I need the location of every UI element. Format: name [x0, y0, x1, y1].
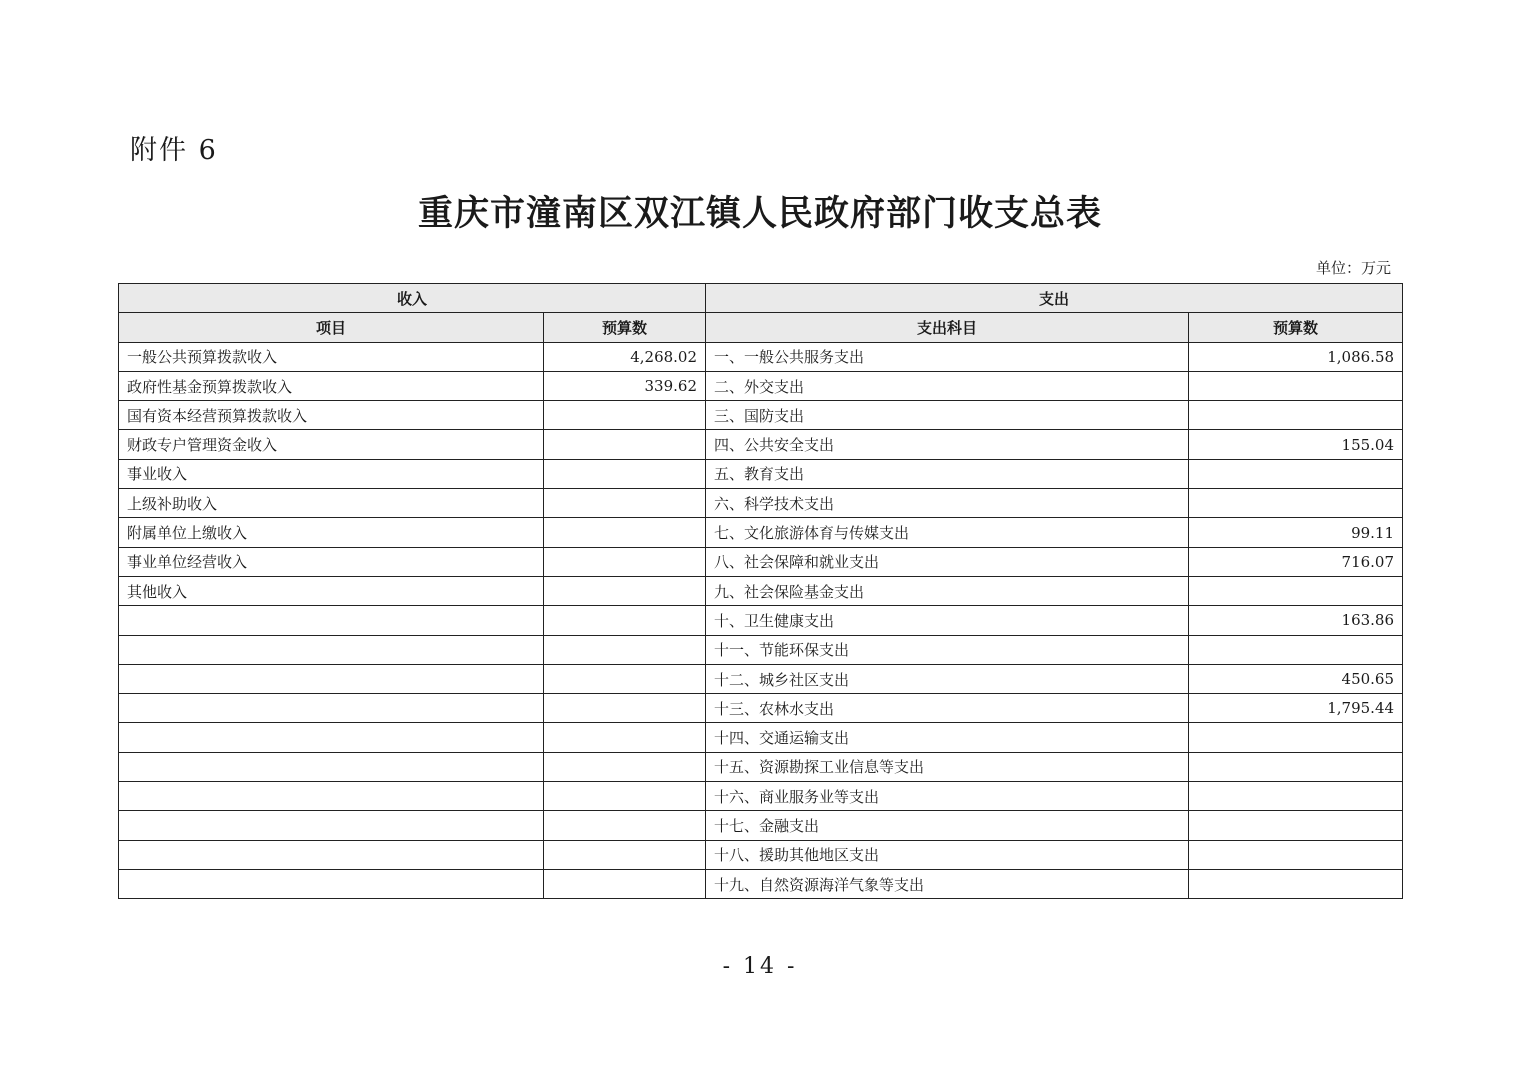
expense-amount-cell	[1189, 401, 1403, 430]
budget-rows	[119, 342, 1403, 899]
table-row	[119, 371, 1403, 400]
income-amount-cell	[544, 547, 706, 576]
table-row	[119, 401, 1403, 430]
expense-item-cell: 六、科学技术支出	[706, 489, 1189, 518]
expense-amount-cell	[1189, 782, 1403, 811]
expense-item-cell: 九、社会保险基金支出	[706, 576, 1189, 605]
expense-amount-cell: 1,795.44	[1189, 694, 1403, 723]
income-item-cell	[119, 752, 544, 781]
table-row	[119, 664, 1403, 693]
table-row	[119, 459, 1403, 488]
table-row	[119, 811, 1403, 840]
page-number: - 14 -	[722, 954, 798, 979]
income-item-cell	[119, 811, 544, 840]
income-item-header: 项目	[119, 313, 544, 342]
income-amount-cell	[544, 518, 706, 547]
income-amount-cell	[544, 869, 706, 898]
income-amount-cell	[544, 606, 706, 635]
expense-item-cell: 十九、自然资源海洋气象等支出	[706, 869, 1189, 898]
expense-amount-cell: 1,086.58	[1189, 342, 1403, 371]
income-item-cell: 事业收入	[119, 459, 544, 488]
income-amount-cell	[544, 840, 706, 869]
expense-amount-cell	[1189, 635, 1403, 664]
table-row	[119, 782, 1403, 811]
table-row	[119, 547, 1403, 576]
budget-summary-table	[118, 283, 1403, 899]
table-row	[119, 576, 1403, 605]
expense-amount-cell	[1189, 459, 1403, 488]
table-row	[119, 723, 1403, 752]
income-amount-cell	[544, 489, 706, 518]
expense-amount-header: 预算数	[1189, 313, 1403, 342]
income-item-cell	[119, 723, 544, 752]
income-item-cell: 政府性基金预算拨款收入	[119, 371, 544, 400]
expense-amount-cell: 716.07	[1189, 547, 1403, 576]
expense-item-cell: 十六、商业服务业等支出	[706, 782, 1189, 811]
income-group-header: 收入	[119, 284, 706, 313]
income-amount-cell	[544, 752, 706, 781]
income-amount-header: 预算数	[544, 313, 706, 342]
expense-item-cell: 八、社会保障和就业支出	[706, 547, 1189, 576]
expense-item-cell: 三、国防支出	[706, 401, 1189, 430]
income-amount-cell	[544, 811, 706, 840]
income-amount-cell: 4,268.02	[544, 342, 706, 371]
expense-group-header: 支出	[706, 284, 1403, 313]
expense-amount-cell	[1189, 811, 1403, 840]
income-amount-cell	[544, 664, 706, 693]
income-amount-cell	[544, 635, 706, 664]
expense-item-header: 支出科目	[706, 313, 1189, 342]
expense-amount-cell: 99.11	[1189, 518, 1403, 547]
income-amount-cell	[544, 430, 706, 459]
expense-amount-cell	[1189, 371, 1403, 400]
income-item-cell	[119, 782, 544, 811]
expense-amount-cell	[1189, 489, 1403, 518]
income-item-cell	[119, 840, 544, 869]
income-amount-cell	[544, 694, 706, 723]
income-amount-cell	[544, 723, 706, 752]
table-row	[119, 635, 1403, 664]
income-item-cell: 其他收入	[119, 576, 544, 605]
expense-item-cell: 十四、交通运输支出	[706, 723, 1189, 752]
column-header-row	[119, 313, 1403, 342]
expense-item-cell: 四、公共安全支出	[706, 430, 1189, 459]
expense-amount-cell	[1189, 723, 1403, 752]
expense-item-cell: 二、外交支出	[706, 371, 1189, 400]
table-row	[119, 752, 1403, 781]
income-item-cell: 财政专户管理资金收入	[119, 430, 544, 459]
income-item-cell: 附属单位上缴收入	[119, 518, 544, 547]
table-row	[119, 430, 1403, 459]
table-row	[119, 840, 1403, 869]
income-amount-cell	[544, 576, 706, 605]
group-header-row	[119, 284, 1403, 313]
income-amount-cell: 339.62	[544, 371, 706, 400]
expense-amount-cell	[1189, 576, 1403, 605]
income-item-cell	[119, 694, 544, 723]
table-row	[119, 489, 1403, 518]
income-item-cell	[119, 635, 544, 664]
table-row	[119, 694, 1403, 723]
income-item-cell: 上级补助收入	[119, 489, 544, 518]
income-amount-cell	[544, 782, 706, 811]
expense-item-cell: 十八、援助其他地区支出	[706, 840, 1189, 869]
expense-amount-cell: 155.04	[1189, 430, 1403, 459]
attachment-label: 附件 6	[130, 135, 218, 166]
income-amount-cell	[544, 401, 706, 430]
income-item-cell: 一般公共预算拨款收入	[119, 342, 544, 371]
income-item-cell: 国有资本经营预算拨款收入	[119, 401, 544, 430]
table-row	[119, 342, 1403, 371]
expense-item-cell: 十二、城乡社区支出	[706, 664, 1189, 693]
income-amount-cell	[544, 459, 706, 488]
expense-amount-cell	[1189, 752, 1403, 781]
income-item-cell: 事业单位经营收入	[119, 547, 544, 576]
table-row	[119, 606, 1403, 635]
expense-item-cell: 十五、资源勘探工业信息等支出	[706, 752, 1189, 781]
expense-item-cell: 七、文化旅游体育与传媒支出	[706, 518, 1189, 547]
document-title: 重庆市潼南区双江镇人民政府部门收支总表	[417, 193, 1102, 234]
expense-item-cell: 一、一般公共服务支出	[706, 342, 1189, 371]
expense-amount-cell: 450.65	[1189, 664, 1403, 693]
expense-item-cell: 五、教育支出	[706, 459, 1189, 488]
expense-amount-cell: 163.86	[1189, 606, 1403, 635]
expense-item-cell: 十、卫生健康支出	[706, 606, 1189, 635]
expense-item-cell: 十三、农林水支出	[706, 694, 1189, 723]
expense-amount-cell	[1189, 840, 1403, 869]
income-item-cell	[119, 869, 544, 898]
table-row	[119, 869, 1403, 898]
table-row	[119, 518, 1403, 547]
unit-label: 单位：万元	[1315, 259, 1391, 277]
expense-item-cell: 十一、节能环保支出	[706, 635, 1189, 664]
income-item-cell	[119, 606, 544, 635]
expense-item-cell: 十七、金融支出	[706, 811, 1189, 840]
expense-amount-cell	[1189, 869, 1403, 898]
income-item-cell	[119, 664, 544, 693]
